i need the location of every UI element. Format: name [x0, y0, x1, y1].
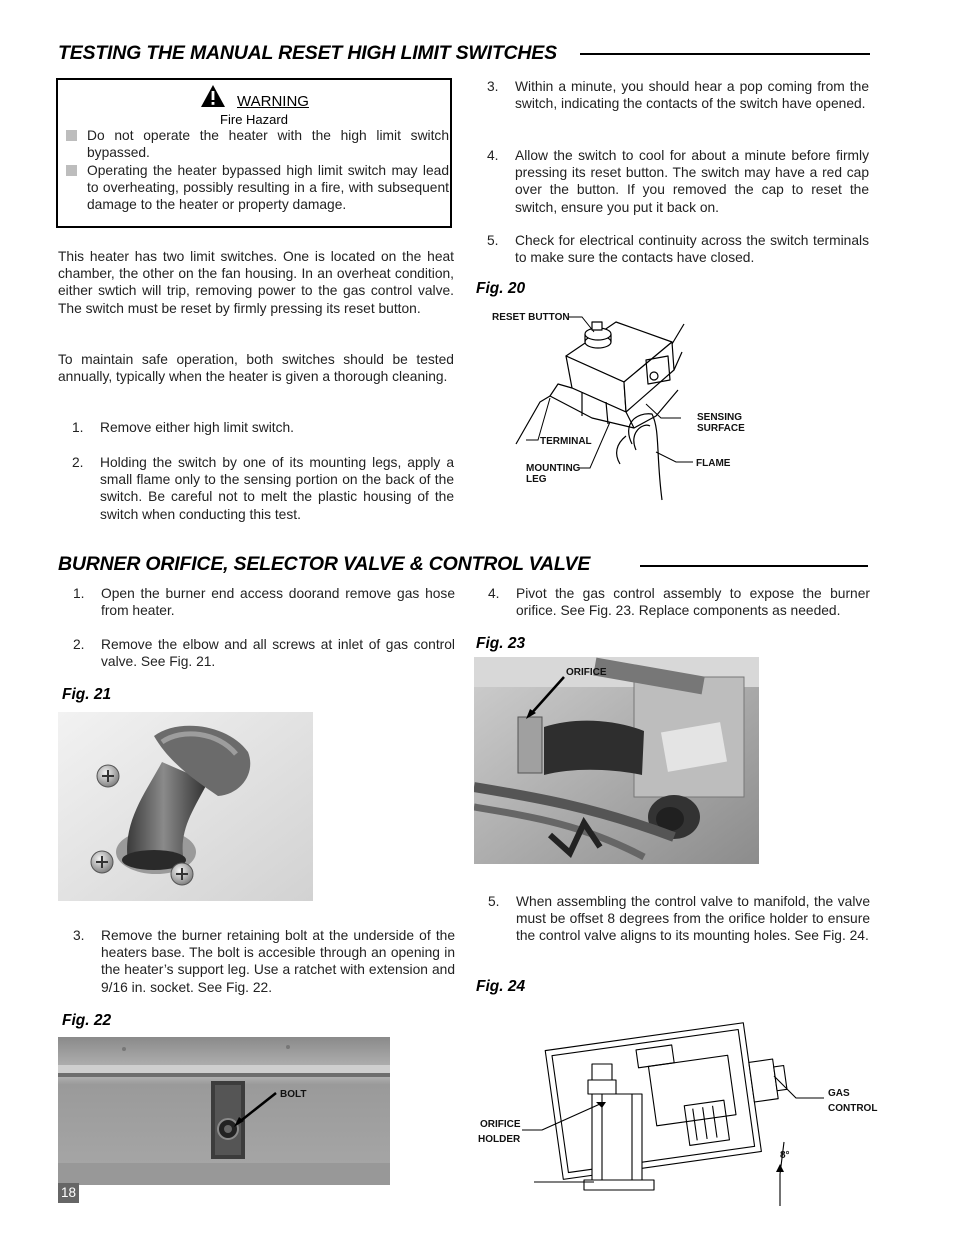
safe-operation-paragraph: To maintain safe operation, both switches should be tested annually, typically when the heater is given a thorough cleaning. [58, 352, 454, 385]
warning-bullet-2: Operating the heater bypassed high limit switch may lead to overheating, possibly resulting in a fire, with subsequent damage to the heater or property damage. [58, 162, 449, 214]
svg-text:RESET BUTTON: RESET BUTTON [492, 312, 570, 323]
warning-title: WARNING [237, 93, 309, 110]
section-heading-high-limit: TESTING THE MANUAL RESET HIGH LIMIT SWITCHES [58, 42, 557, 64]
svg-text:HOLDER: HOLDER [478, 1134, 521, 1145]
fig-21-elbow-photo [58, 712, 313, 901]
svg-text:MOUNTING: MOUNTING [526, 463, 581, 474]
burner-step-3: 3. Remove the burner retaining bolt at the underside of the heaters base. The bolt is accesible through an opening in the heater’s support leg. Use a ratchet with extension and 9/16 in. socket. See Fig. 22. [73, 928, 455, 995]
svg-text:GAS: GAS [828, 1088, 850, 1099]
svg-text:CONTROL: CONTROL [828, 1103, 878, 1114]
fig-22-title: Fig. 22 [62, 1012, 112, 1029]
section-heading-burner-orifice: BURNER ORIFICE, SELECTOR VALVE & CONTROL VALVE [58, 553, 591, 575]
warning-bullet-1: Do not operate the heater with the high limit switch bypassed. [58, 127, 449, 161]
svg-text:ORIFICE: ORIFICE [566, 667, 607, 678]
fig-23-title: Fig. 23 [476, 635, 526, 652]
page-number: 18 [58, 1183, 79, 1203]
warning-triangle-icon [200, 84, 226, 108]
burner-step-5: 5. When assembling the control valve to manifold, the valve must be offset 8 degrees from the orifice holder to ensure the control valve aligns to its mounting holes. See Fig. 24. [488, 894, 870, 944]
svg-text:TERMINAL: TERMINAL [540, 436, 592, 447]
svg-text:LEG: LEG [526, 474, 547, 485]
fig-24-orifice-holder-diagram [474, 1006, 884, 1210]
fig-21-title: Fig. 21 [62, 686, 112, 703]
test-step-5: 5. Check for electrical continuity across the switch terminals to make sure the contacts have closed. [487, 233, 869, 266]
test-step-1: 1. Remove either high limit switch. [72, 420, 294, 435]
svg-text:SURFACE: SURFACE [697, 423, 745, 434]
warning-subtitle: Fire Hazard [220, 112, 288, 127]
svg-text:SENSING: SENSING [697, 412, 743, 423]
fig-22-bolt-photo [58, 1037, 390, 1185]
test-step-4: 4. Allow the switch to cool for about a minute before firmly pressing its reset button. The switch may have a red cap over the button. If you removed the cap to reset the switch, ensure you put it back on. [487, 148, 869, 215]
svg-text:ORIFICE: ORIFICE [480, 1119, 521, 1130]
bullet-square-icon [66, 130, 77, 141]
limit-switch-intro-paragraph: This heater has two limit switches. One is located on the heat chamber, the other on the fan housing. In an overheat condition, either swtich will trip, removing power to the gas control valve. The switch must be reset by firmly pressing its reset button. [58, 249, 454, 316]
svg-text:8°: 8° [780, 1150, 790, 1161]
burner-step-4: 4. Pivot the gas control assembly to expose the burner orifice. See Fig. 23. Replace components as needed. [488, 586, 870, 619]
heading-rule [580, 53, 870, 55]
heading-rule [640, 565, 868, 567]
svg-text:FLAME: FLAME [696, 458, 731, 469]
fig-23-orifice-photo [474, 657, 759, 864]
fig-20-limit-switch-diagram [486, 304, 760, 508]
bullet-square-icon [66, 165, 77, 176]
svg-text:BOLT: BOLT [280, 1089, 307, 1100]
fig-24-title: Fig. 24 [476, 978, 526, 995]
burner-step-1: 1. Open the burner end access doorand remove gas hose from heater. [73, 586, 455, 619]
test-step-2: 2. Holding the switch by one of its mounting legs, apply a small flame only to the sensing portion on the back of the switch. Be careful not to melt the plastic housing of the switch when conducting this test. [72, 455, 454, 522]
fig-20-title: Fig. 20 [476, 280, 526, 297]
test-step-3: 3. Within a minute, you should hear a pop coming from the switch, indicating the contacts of the switch have opened. [487, 79, 869, 112]
burner-step-2: 2. Remove the elbow and all screws at inlet of gas control valve. See Fig. 21. [73, 637, 455, 670]
